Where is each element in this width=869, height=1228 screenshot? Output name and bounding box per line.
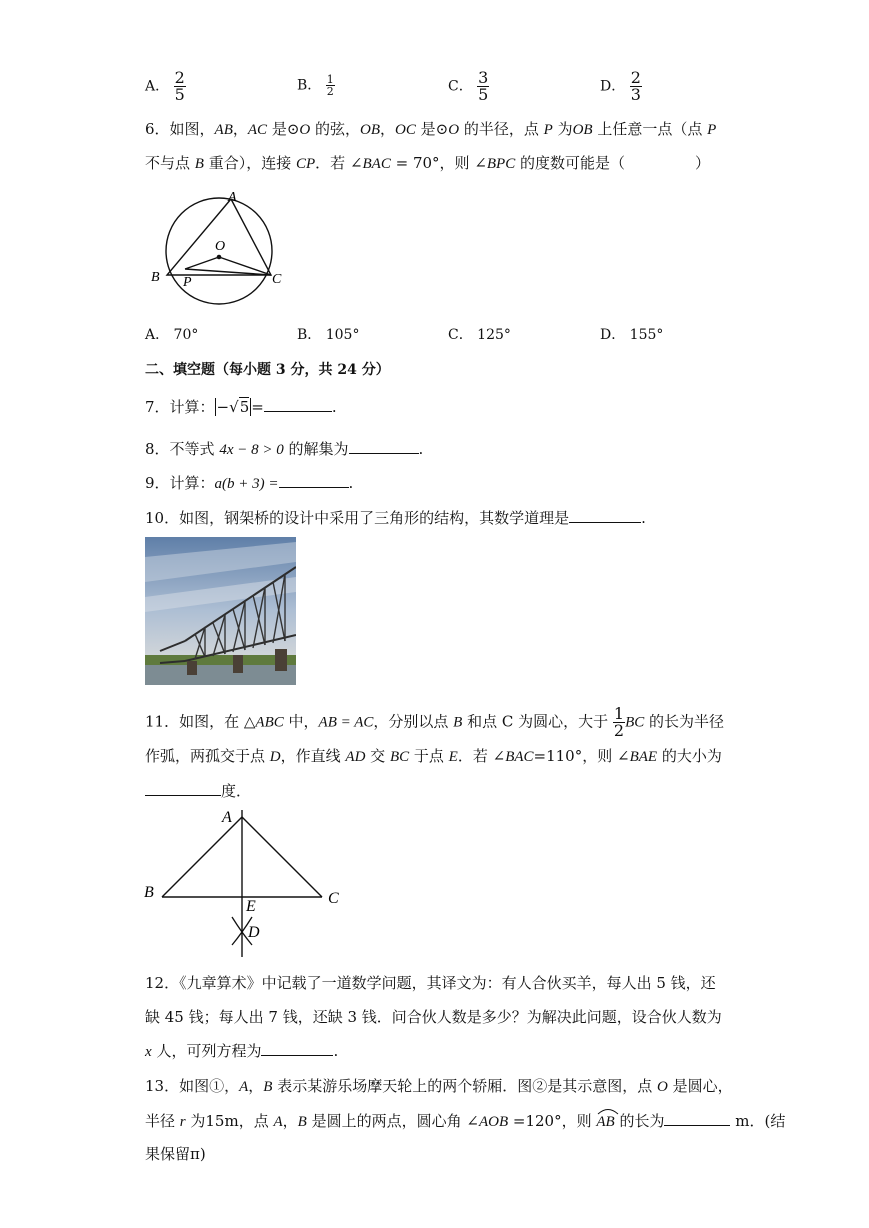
q8: 8．不等式 4x − 8 > 0 的解集为 . bbox=[145, 440, 424, 458]
fraction: $\frac{3}{5}$ bbox=[478, 68, 489, 104]
q10: 10．如图，钢架桥的设计中采用了三角形的结构，其数学道理是 . bbox=[145, 509, 646, 527]
q9: 9．计算：a(b + 3) = . bbox=[145, 474, 354, 492]
q6-option-b: B． 105° bbox=[297, 327, 360, 343]
svg-text:P: P bbox=[183, 275, 192, 290]
q13-line3: 果保留π) bbox=[145, 1145, 206, 1163]
q11-line1: 11．如图，在 △ABC 中，AB = AC，分别以点 B 和点 C 为圆心，大于 $\frac{1}{2}$ BC 的长为半径 bbox=[145, 704, 725, 740]
svg-text:A: A bbox=[228, 190, 237, 205]
svg-text:O: O bbox=[215, 239, 226, 254]
q11-line3: 度． bbox=[145, 780, 251, 801]
q13-line2: 半径 r 为15m，点 A，B 是圆上的两点，圆心角 ∠AOB =120°，则 AB 的长为 m．(结 bbox=[145, 1110, 785, 1131]
fraction: $\frac{1}{2}$ bbox=[613, 704, 625, 740]
q5-option-d: D． $\frac{2}{3}$ bbox=[600, 68, 641, 104]
svg-text:E: E bbox=[246, 898, 256, 915]
arc-ab: AB bbox=[596, 1110, 614, 1131]
q13-line1: 13．如图①，A，B 表示某游乐场摩天轮上的两个轿厢．图②是其示意图，点 O 是圆心， bbox=[145, 1077, 733, 1095]
svg-text:D: D bbox=[248, 924, 260, 941]
q6-option-d: D． 155° bbox=[600, 327, 664, 343]
q5-option-c: C． $\frac{3}{5}$ bbox=[448, 68, 489, 104]
svg-text:B: B bbox=[151, 270, 160, 285]
q11-line2: 作弧，两孤交于点 D，作直线 AD 交 BC 于点 E．若 ∠BAC=110°，则 ∠BAE 的大小为 bbox=[145, 747, 722, 765]
q11-triangle-figure bbox=[140, 805, 350, 960]
bridge-photo bbox=[145, 537, 296, 685]
q6-circle-figure bbox=[145, 185, 290, 315]
q6-line2: 不与点 B 重合），连接 CP．若 ∠BAC = 70°，则 ∠BPC 的度数可能是（ ） bbox=[145, 154, 711, 172]
svg-text:C: C bbox=[272, 272, 282, 287]
q12-line2: 缺 45 钱；每人出 7 钱，还缺 3 钱．问合伙人数是多少？为解决此问题，设合伙人数为 bbox=[145, 1008, 722, 1026]
q6-option-a: A． 70° bbox=[145, 327, 199, 343]
q6-line1: 6．如图，AB，AC 是⊙O 的弦，OB，OC 是⊙O 的半径，点 P 为OB 上任意一点（点 P bbox=[145, 120, 717, 138]
svg-text:A: A bbox=[222, 809, 232, 826]
q6-option-c: C． 125° bbox=[448, 327, 511, 343]
q7: 7．计算： −√5 = . bbox=[145, 398, 337, 416]
svg-text:B: B bbox=[144, 884, 154, 901]
fraction: $\frac{2}{5}$ bbox=[174, 68, 185, 104]
svg-text:C: C bbox=[328, 890, 339, 907]
fraction: $\frac{1}{2}$ bbox=[326, 73, 334, 98]
q12-line1: 12．《九章算术》中记载了一道数学问题，其译文为：有人合伙买羊，每人出 5 钱，还 bbox=[145, 974, 716, 992]
q12-line3: x 人，可列方程为 . bbox=[145, 1042, 339, 1060]
q5-option-b: B． $\frac{1}{2}$ bbox=[297, 73, 334, 98]
q5-option-a: A． $\frac{2}{5}$ bbox=[145, 68, 185, 104]
section-title: 二、填空题（每小题 3 分，共 24 分） bbox=[145, 362, 390, 378]
fraction: $\frac{2}{3}$ bbox=[630, 68, 641, 104]
